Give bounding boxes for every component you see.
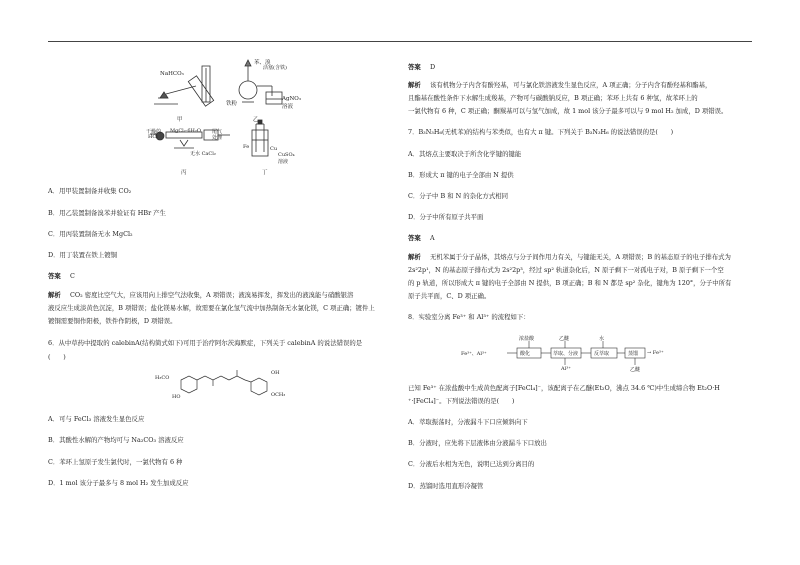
q6-answer: D [430,63,436,71]
q6-option-c: C．苯环上氢原子发生氯代时，一氯代物有 6 种 [48,458,183,466]
header-rule [48,41,752,42]
struct-ho: HO [172,394,181,400]
label-bing: 丙 [181,170,187,176]
label-stopper: 活塞(含铁) [263,65,287,71]
q7-stem: 7．B₃N₃H₆(无机苯)的结构与苯类似，也有大 π 键。下列关于 B₃N₃H₆ 的说法错误的是( ) [408,128,674,136]
apparatus-ding [252,120,268,156]
q6-solution-label: 解析 [408,81,421,89]
q7-option-b: B．形成大 π 键的电子全部由 N 提供 [408,171,514,179]
flow-water: 水 [599,336,605,342]
q8-stem: 8．实验室分离 Fe³⁺ 和 Al³⁺ 的流程如下： [408,313,530,321]
label-cacl: 无水 CaCl₂ [190,151,216,157]
flow-output: → Fe³⁺ [647,350,664,356]
flow-step-distill: 蒸馏 [628,351,639,357]
q8-info-line1: 已知 Fe³⁺ 在浓盐酸中生成黄色配离子[FeCl₄]⁻，该配离子在乙醚(Et₂O，沸点 34.6 ℃)中生成缔合物 Et₂O·H [408,384,720,392]
flow-acid: 浓盐酸 [519,336,535,342]
flow-step-extract: 萃取、分液 [553,351,579,357]
q8-option-b: B．分液时，应先将下层液体由分液漏斗下口放出 [408,439,547,447]
q7-option-a: A．其熔点主要取决于所含化学键的键能 [408,150,522,158]
flow-step-acidify: 酸化 [520,351,531,357]
q7-answer: A [430,234,435,242]
flow-step-backextract: 反萃取 [594,351,610,357]
flow-ether: 乙醚 [559,336,570,342]
flow-al: Al³⁺ [561,366,571,372]
q7-solution-line3: 的 p 轨道，所以形成大 π 键的电子全部由 N 提供，B 项正确；B 和 N 都是 sp² 杂化，键角为 120°，分子中所有 [408,279,732,287]
q8-info-line2: ⁺·[FeCl₄]⁻。下列说法错误的是( ) [408,397,515,405]
q6-option-d: D．1 mol 该分子最多与 8 mol H₂ 发生加成反应 [48,479,189,487]
label-dust: 苯、溴 [254,60,271,66]
q8-option-c: C．分液后水相为无色，说明已达到分离目的 [408,460,535,468]
q5-solution-label: 解析 [48,291,61,299]
q5-option-c: C．用丙装置制备无水 MgCl₂ [48,230,133,238]
q6-answer-label: 答案 [408,63,421,71]
q8-option-a: A．萃取振荡时，分液漏斗下口应倾斜向下 [408,418,528,426]
q5-solution-line1: CO₂ 密度比空气大，应该用向上排空气法收集，A 项错误；液溴易挥发，挥发出的液溴能与硝酸银溶 [70,291,354,299]
label-fe: Fe [243,144,250,150]
q6-stem-line2: ( ) [48,353,66,361]
label-mgcl: MgCl₂·6H₂O [170,128,201,134]
q7-solution-line4: 原子共平面，C、D 项正确。 [408,292,491,300]
label-agno3: AgNO₃ [282,96,302,102]
q7-solution-label: 解析 [408,253,421,261]
label-agno3b: 溶液 [282,104,294,110]
q8-option-d: D．蒸馏时选用直形冷凝管 [408,482,484,490]
q7-answer-label: 答案 [408,234,421,242]
flow-input: Fe³⁺、Al³⁺ [461,351,487,357]
struct-oh: OH [271,370,280,376]
label-absorb2: 处理 [212,135,223,141]
label-nahco3: NaHCO₃ [160,71,184,77]
label-hcl2: HCl [148,134,158,140]
struct-h3co: H₃CO [155,375,170,381]
q5-option-b: B．用乙装置制备溴苯并验证有 HBr 产生 [48,209,166,217]
q7-option-d: D．分子中所有原子共平面 [408,213,484,221]
label-cuso4: CuSO₄ [278,152,295,158]
label-cu: Cu [270,146,278,152]
label-cuso4b: 溶液 [278,159,289,165]
q6-option-a: A．可与 FeCl₃ 溶液发生显色反应 [48,415,145,423]
label-absorb: 尾气 [212,129,223,135]
flow-ether-out: 乙醚 [630,367,641,373]
calebina-structure [165,368,285,408]
label-iron: 铁粉 [226,101,238,107]
struct-och3: OCH₃ [271,392,286,398]
q6-solution-line3: 一氯代物有 6 种，C 项正确；酮羰基可以与氢气加成，故 1 mol 该分子最多可以与 9 mol H₂ 加成，D 项错误。 [408,107,728,115]
label-ding: 丁 [262,170,268,176]
q5-answer: C [70,272,75,280]
q5-solution-line2: 液反应生成淡黄色沉淀，B 项错误；盐化镁易水解，故需要在氯化氢气流中加热制备无水氯化镁，C 项正确；镀件上 [48,304,375,312]
q5-option-a: A．用甲装置制备并收集 CO₂ [48,187,132,195]
q6-solution-line1: 该有机物分子内含有酚羟基，可与氯化铁溶液发生显色反应，A 项正确；分子内含有酚羟基和酯基， [430,81,712,89]
q7-option-c: C．分子中 B 和 N 的杂化方式相同 [408,192,508,200]
q5-answer-label: 答案 [48,272,61,280]
label-hcl: 干燥的 [146,129,162,135]
q7-solution-line2: 2s²2p¹，N 的基态原子排布式为 2s²2p³，经过 sp² 轨道杂化后，N 原子剩下一对孤电子对，B 原子剩下一个空 [408,266,724,274]
q6-solution-line2: 且酯基在酸性条件下水解生成羧基，产物可与碳酸钠反应，B 项正确；苯环上共有 6 种氢，故苯环上的 [408,94,698,102]
q5-solution-line3: 镀铜需要铜作阳极，铁件作阴极，D 项错误。 [48,317,177,325]
q6-stem-line1: 6．从中草药中提取的 calebinA(结构简式如下)可用于治疗阿尔茨海默症，下列关于 calebinA 的说法错误的是 [48,339,363,347]
q5-option-d: D．用丁装置在铁上镀铜 [48,251,118,259]
q7-solution-line1: 无机苯属于分子晶体，其熔点与分子间作用力有关，与键能无关，A 项错误；B 的基态原子的电子排布式为 [430,253,731,261]
label-jia: 甲 [177,117,183,123]
label-yi: 乙 [253,117,259,123]
q6-option-b: B．其酸性水解的产物均可与 Na₂CO₃ 溶液反应 [48,436,184,444]
